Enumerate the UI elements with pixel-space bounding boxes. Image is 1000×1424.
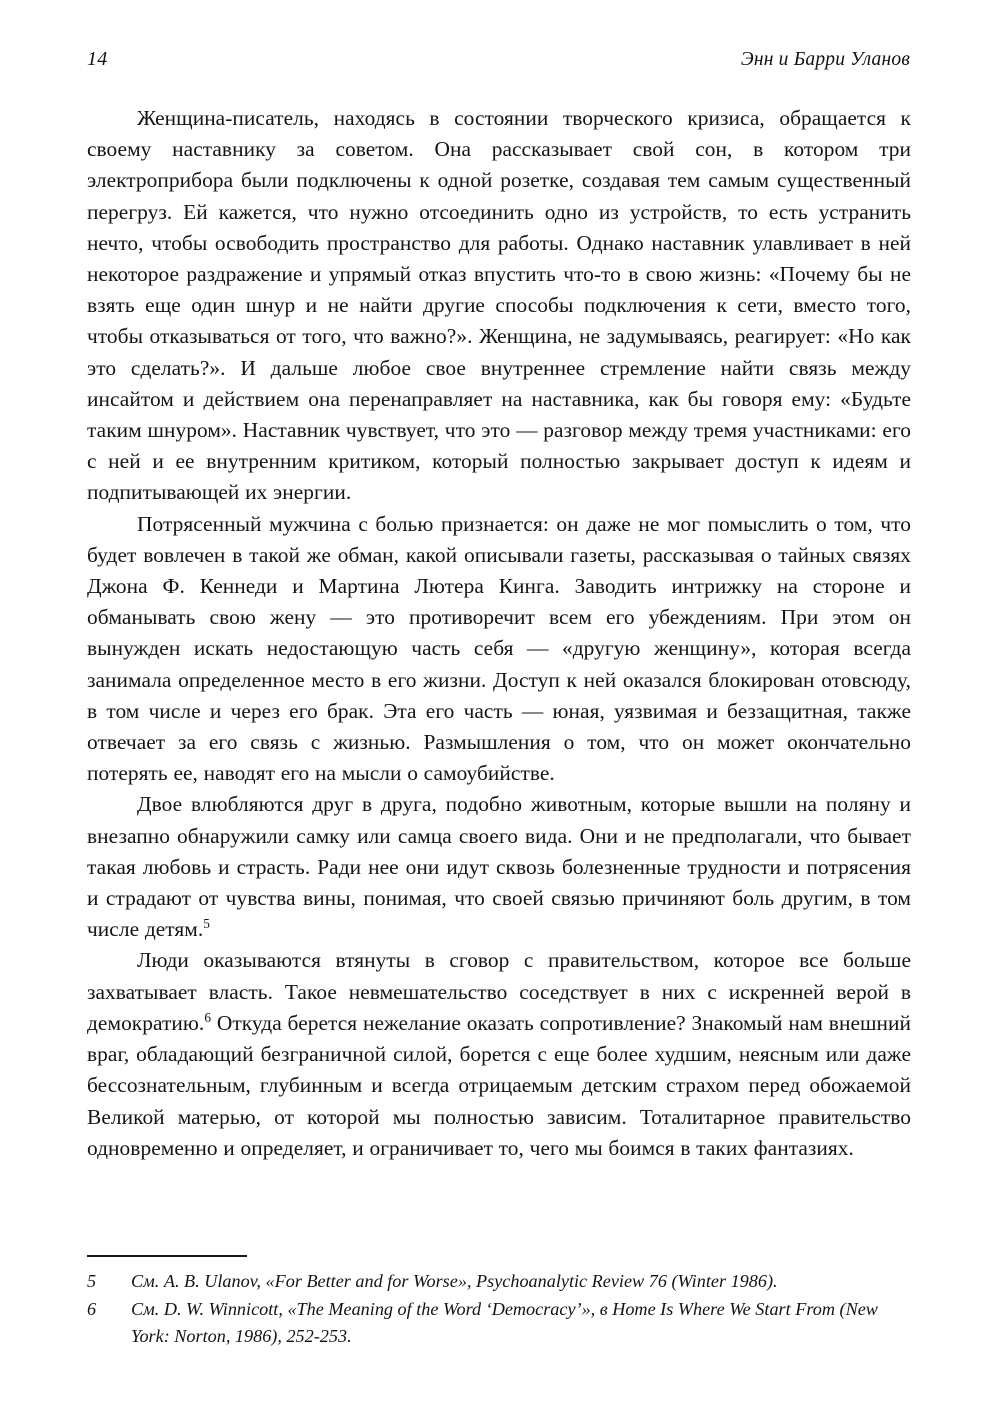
running-head (87, 48, 910, 76)
footnote-text-5: См. A. B. Ulanov, «For Better and for Worse», Psychoanalytic Review 76 (Winter 1986). (131, 1271, 778, 1291)
paragraph-4-text-after: Откуда берется нежелание оказать сопротивление? Знакомый нам внешний враг, обладающий безграничной силой, борется с еще более худшим, неясным или даже бессознательным, глубинным и всегда отрицаемым детским страхом перед обожаемой Великой матерью, от которой мы полностью зависим. Тоталитарное правительство одновременно и определяет, и ограничивает то, чего мы боимся в таких фантазиях. (87, 1010, 911, 1160)
footnote-separator-rule (87, 1255, 247, 1257)
footnote-ref-6[interactable]: 6 (204, 1009, 211, 1025)
paragraph-1: Женщина-писатель, находясь в состоянии творческого кризиса, обращается к своему наставнику за советом. Она рассказывает свой сон, в котором три электроприбора были подключены к одной розетке, создавая тем самым существенный перегруз. Ей кажется, что нужно отсоединить одно из устройств, то есть устранить нечто, чтобы освободить пространство для работы. Однако наставник улавливает в ней некоторое раздражение и упрямый отказ впустить что-то в свою жизнь: «Почему бы не взять еще один шнур и не найти другие способы подключения к сети, вместо того, чтобы отказываться от того, что важно?». Женщина, не задумываясь, реагирует: «Но как это сделать?». И дальше любое свое внутреннее стремление найти связь между инсайтом и действием она перенаправляет на наставника, как бы говоря ему: «Будьте таким шнуром». Наставник чувствует, что это — разговор между тремя участниками: его с ней и ее внутренним критиком, который полностью закрывает доступ к идеям и подпитывающей их энергии. (87, 106, 911, 505)
footnote-item-5 (87, 1268, 917, 1295)
paragraph-4-text-before: Люди оказываются втянуты в сговор с правительством, которое все больше захватывает власть. Такое невмешательство соседствует в них с искренней верой в демократию. (87, 948, 911, 1035)
page-number: 14 (87, 48, 108, 70)
footnote-ref-5[interactable]: 5 (203, 916, 210, 932)
body-text-block (87, 103, 911, 1164)
paragraph-2: Потрясенный мужчина с болью признается: он даже не мог помыслить о том, что будет вовлечен в такой же обман, какой описывали газеты, рассказывая о тайных связях Джона Ф. Кеннеди и Мартина Лютера Кинга. Заводить интрижку на стороне и обманывать свою жену — это противоречит всем его убеждениям. При этом он вынужден искать недостающую часть себя — «другую женщину», которая всегда занимала определенное место в его жизни. Доступ к ней оказался блокирован отовсюду, в том числе и через его брак. Эта его часть — юная, уязвимая и беззащитная, также отвечает за его связь с жизнью. Размышления о том, что он может окончательно потерять ее, наводят его на мысли о самоубийстве. (87, 511, 911, 786)
paragraph-3-text: Двое влюбляются друг в друга, подобно животным, которые вышли на поляну и внезапно обнаружили самку или самца своего вида. Они и не предполагали, что бывает такая любовь и страсть. Ради нее они идут сквозь болезненные трудности и потрясения и страдают от чувства вины, понимая, что своей связью причиняют боль другим, в том числе детям. (87, 792, 911, 942)
footnote-text-6: См. D. W. Winnicott, «The Meaning of the Word ‘Democracy’», в Home Is Where We Start From (New York: Norton, 1986), 252-253. (131, 1299, 878, 1346)
footnote-number-5: 5 (87, 1271, 97, 1291)
paragraph-4 (87, 945, 911, 1163)
paragraph-3 (87, 789, 911, 945)
footnotes-section (87, 1255, 917, 1351)
running-head-title: Энн и Барри Уланов (740, 49, 910, 70)
footnote-number-6: 6 (87, 1299, 97, 1319)
footnote-item-6 (87, 1296, 917, 1350)
